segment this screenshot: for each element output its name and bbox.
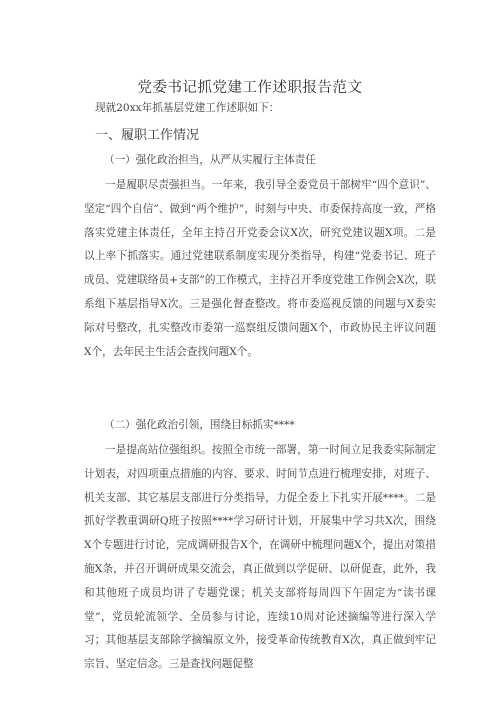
subsection-heading-1: （一）强化政治担当，从严从实履行主体责任 bbox=[104, 154, 316, 166]
intro-text: 现就20xx年抓基层党建工作述职如下： bbox=[95, 102, 280, 114]
section-heading: 一、履职工作情况 bbox=[95, 128, 200, 143]
paragraph-1: 一是履职尽责强担当。一年来，我引导全委党员干部树牢“四个意识”、坚定“四个自信”、做到“两个维护”，时刻与中央、市委保持高度一致，严格落实党建主体责任，全年主持召开党委会议X次，研究党建议题X项。二是以上率下抓落实。通过党建联系制度实现分类指导，构建“党委书记、班子成员、党建联络员+支部”的工作模式，主持召开季度党建工作例会X次，联系组下基层指导X次。三是强化督查整改。将市委巡视反馈的问题与X委实际对号整改，扎实整改市委第一巡察组反馈问题X个，市政协民主评议问题X个，去年民主生活会查找问题X个。 bbox=[84, 179, 436, 358]
subsection-heading-2: （二）强化政治引领，围绕目标抓实**** bbox=[104, 419, 295, 431]
document-title: 党委书记抓党建工作述职报告范文 bbox=[137, 80, 363, 96]
paragraph-2: 一是提高站位强组织。按照全市统一部署，第一时间立足我委实际制定计划表，对四项重点措施的内容、要求、时间节点进行梳理安排，对班子、机关支部、其它基层支部进行分类指导，力促全委上下扎实开展****。二是抓好学教重调研Q班子按照****学习研讨计划，开展集中学习共X次，围绕X个专题进行讨论，完成调研报告X个，在调研中梳理问题X个，提出对策措施X条，并召开调研成果交流会，真正做到以学促研、以研促查，此外，我和其他班子成员均讲了专题党课；机关支部将每周四下午固定为“读书课堂”，党员轮流领学、全员参与讨论，连续10周对论述摘编等进行深入学习；其他基层支部除学摘编原文外，接受革命传统教育X次，真正做到牢记宗旨、坚定信念。三是查找问题促整 bbox=[84, 444, 436, 671]
